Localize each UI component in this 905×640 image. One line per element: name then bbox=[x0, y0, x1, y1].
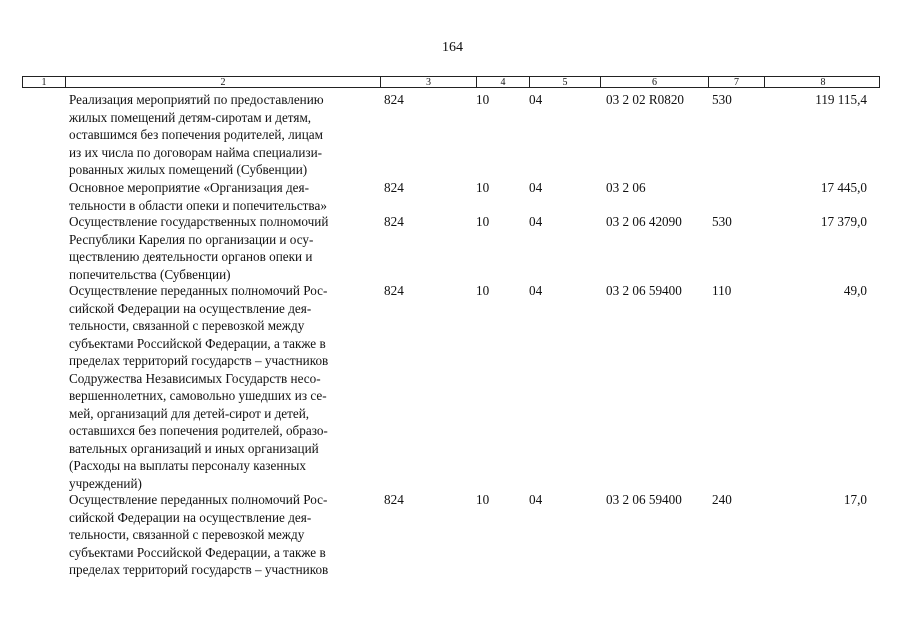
cell-expense-type: 530 bbox=[712, 92, 732, 107]
desc-line: попечительства (Субвенции) bbox=[69, 266, 231, 282]
desc-line: тельности, связанной с перевозкой между bbox=[69, 527, 305, 542]
cell-expense-type: 240 bbox=[712, 492, 732, 507]
desc-line: субъектами Российской Федерации, а также в bbox=[69, 544, 326, 560]
header-col-6: 6 bbox=[600, 77, 708, 87]
cell-target-article: 03 2 06 42090 bbox=[606, 214, 682, 229]
desc-line: жилых помещений детям-сиротам и детям, bbox=[69, 109, 312, 125]
header-col-1: 1 bbox=[41, 77, 47, 88]
desc-line: оставшимся без попечения родителей, лицам bbox=[69, 127, 323, 142]
cell-expense-type: 530 bbox=[712, 214, 732, 229]
cell-amount: 17 379,0 bbox=[820, 214, 867, 229]
header-col-4: 4 bbox=[476, 77, 529, 87]
desc-line: вершеннолетних, самовольно ушедших из се- bbox=[69, 388, 327, 403]
cell-subsection: 04 bbox=[529, 283, 543, 298]
cell-target-article: 03 2 06 59400 bbox=[606, 492, 682, 507]
desc-line: Реализация мероприятий по предоставлению bbox=[69, 92, 324, 107]
desc-line: Республики Карелия по организации и осу- bbox=[69, 231, 314, 247]
cell-amount: 119 115,4 bbox=[815, 92, 867, 107]
cell-target-article: 03 2 02 R0820 bbox=[606, 92, 685, 107]
cell-section: 10 bbox=[476, 214, 490, 229]
header-col-5: 5 bbox=[529, 77, 600, 87]
desc-line: сийской Федерации на осуществление дея- bbox=[69, 509, 312, 525]
cell-subsection: 04 bbox=[529, 214, 543, 229]
desc-line: субъектами Российской Федерации, а также в bbox=[69, 335, 326, 351]
header-col-7: 7 bbox=[708, 77, 764, 87]
cell-section: 10 bbox=[476, 492, 490, 507]
cell-amount: 49,0 bbox=[843, 283, 867, 298]
header-col-8: 8 bbox=[764, 77, 881, 87]
desc-line: пределах территорий государств – участников bbox=[69, 562, 329, 577]
page-number: 164 bbox=[442, 40, 463, 55]
desc-line: учреждений) bbox=[69, 475, 142, 491]
table-header bbox=[22, 76, 880, 88]
cell-amount: 17 445,0 bbox=[820, 180, 867, 195]
desc-line: сийской Федерации на осуществление дея- bbox=[69, 300, 312, 316]
desc-line: вательных организаций и иных организаций bbox=[69, 440, 319, 456]
row-description bbox=[69, 282, 379, 492]
cell-expense-type: 110 bbox=[712, 283, 732, 298]
desc-line: тельности, связанной с перевозкой между bbox=[69, 318, 305, 333]
cell-ministry-code: 824 bbox=[384, 180, 404, 195]
desc-line: (Расходы на выплаты персоналу казенных bbox=[69, 458, 306, 473]
header-col-2: 2 bbox=[65, 77, 380, 87]
cell-section: 10 bbox=[476, 180, 490, 195]
cell-amount: 17,0 bbox=[843, 492, 867, 507]
cell-ministry-code: 824 bbox=[384, 492, 404, 507]
cell-subsection: 04 bbox=[529, 92, 543, 107]
header-col-3: 3 bbox=[380, 77, 476, 87]
desc-line: тельности в области опеки и попечительства» bbox=[69, 197, 327, 213]
cell-ministry-code: 824 bbox=[384, 92, 404, 107]
cell-section: 10 bbox=[476, 92, 490, 107]
desc-line: Осуществление переданных полномочий Рос- bbox=[69, 283, 328, 298]
cell-target-article: 03 2 06 59400 bbox=[606, 283, 682, 298]
desc-line: мей, организаций для детей-сирот и детей, bbox=[69, 405, 310, 421]
row-description bbox=[69, 91, 379, 179]
cell-ministry-code: 824 bbox=[384, 283, 404, 298]
cell-section: 10 bbox=[476, 283, 490, 298]
desc-line: Осуществление переданных полномочий Рос- bbox=[69, 492, 328, 507]
row-description bbox=[69, 179, 379, 214]
desc-line: Основное мероприятие «Организация дея- bbox=[69, 180, 309, 195]
cell-ministry-code: 824 bbox=[384, 214, 404, 229]
row-description bbox=[69, 491, 379, 579]
row-description bbox=[69, 213, 379, 283]
cell-subsection: 04 bbox=[529, 492, 543, 507]
desc-line: Осуществление государственных полномочий bbox=[69, 214, 329, 229]
desc-line: Содружества Независимых Государств несо- bbox=[69, 370, 321, 386]
desc-line: ществлению деятельности органов опеки и bbox=[69, 249, 313, 264]
desc-line: оставшихся без попечения родителей, образо- bbox=[69, 423, 328, 438]
desc-line: из их числа по договорам найма специализи- bbox=[69, 144, 323, 160]
cell-subsection: 04 bbox=[529, 180, 543, 195]
cell-target-article: 03 2 06 bbox=[606, 180, 646, 195]
desc-line: рованных жилых помещений (Субвенции) bbox=[69, 162, 308, 177]
desc-line: пределах территорий государств – участников bbox=[69, 353, 329, 368]
